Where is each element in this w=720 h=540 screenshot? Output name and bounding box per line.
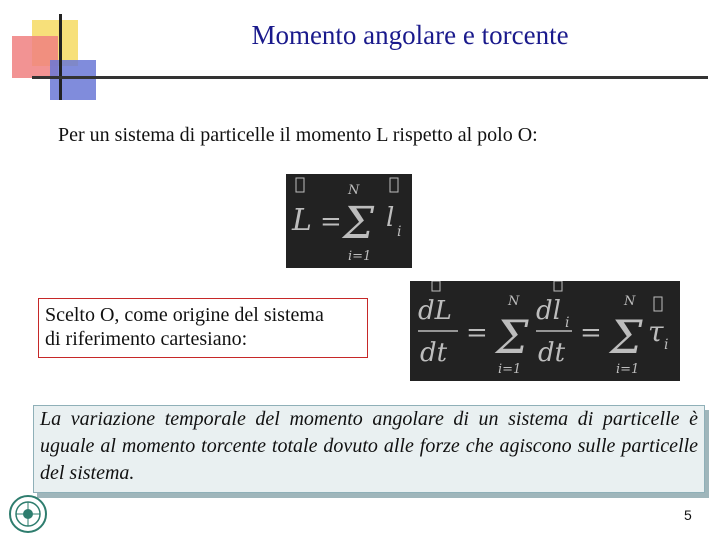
eq1-term: l bbox=[386, 203, 395, 233]
eq2-sum2-top: N bbox=[624, 294, 636, 309]
eq2-lhs-num: dL bbox=[418, 296, 452, 326]
eq2-sum2-bottom: i=1 bbox=[616, 362, 640, 377]
eq1-sum-bottom: i=1 bbox=[348, 249, 372, 264]
eq2-rhs-sub: i bbox=[664, 337, 669, 353]
eq2-mid-sub: i bbox=[565, 315, 570, 331]
eq2-mid-den: dt bbox=[538, 338, 566, 368]
equation-torque bbox=[410, 281, 680, 381]
conclusion-text: La variazione temporale del momento angolare di un sistema di particelle è uguale al momento torcente totale dovuto alle forze che agiscono sulle particelle del sistema. bbox=[40, 408, 698, 484]
eq1-equals: = bbox=[320, 207, 342, 237]
eq2-rhs: τ bbox=[648, 315, 664, 348]
eq1-sub: i bbox=[397, 224, 402, 240]
eq2-vector-marker-2 bbox=[554, 281, 562, 291]
conclusion-box bbox=[33, 405, 705, 493]
logo-square-blue bbox=[50, 60, 96, 100]
eq2-vector-marker-3 bbox=[654, 297, 662, 311]
origin-choice-line1: Scelto O, come origine del sistema bbox=[45, 304, 324, 326]
eq2-sum1-top: N bbox=[508, 294, 520, 309]
eq2-equals-2: = bbox=[580, 318, 602, 348]
eq2-equals-1: = bbox=[466, 318, 488, 348]
origin-choice-box bbox=[38, 298, 368, 358]
eq1-vector-marker-right bbox=[390, 178, 398, 192]
slide-title: Momento angolare e torcente bbox=[251, 20, 569, 50]
eq2-lhs-den: dt bbox=[420, 338, 448, 368]
eq1-lhs: L bbox=[292, 203, 312, 238]
eq2-mid-num: dl bbox=[536, 296, 561, 326]
eq2-sum1-bottom: i=1 bbox=[498, 362, 522, 377]
eq1-sum-top: N bbox=[348, 183, 360, 198]
origin-choice-line2: di riferimento cartesiano: bbox=[45, 328, 248, 350]
equation-angular-momentum bbox=[286, 174, 412, 268]
eq1-vector-marker-left bbox=[296, 178, 304, 192]
eq2-vector-marker-1 bbox=[432, 281, 440, 291]
page-number: 5 bbox=[684, 507, 692, 523]
intro-text: Per un sistema di particelle il momento L rispetto al polo O: bbox=[58, 124, 538, 146]
logo-vertical-rule bbox=[59, 14, 62, 100]
university-seal-icon bbox=[8, 494, 48, 534]
eq1-sigma: Σ bbox=[343, 198, 375, 249]
eq2-sigma-1: Σ bbox=[496, 310, 529, 364]
eq2-sigma-2: Σ bbox=[610, 310, 643, 364]
title-rule bbox=[32, 76, 708, 79]
